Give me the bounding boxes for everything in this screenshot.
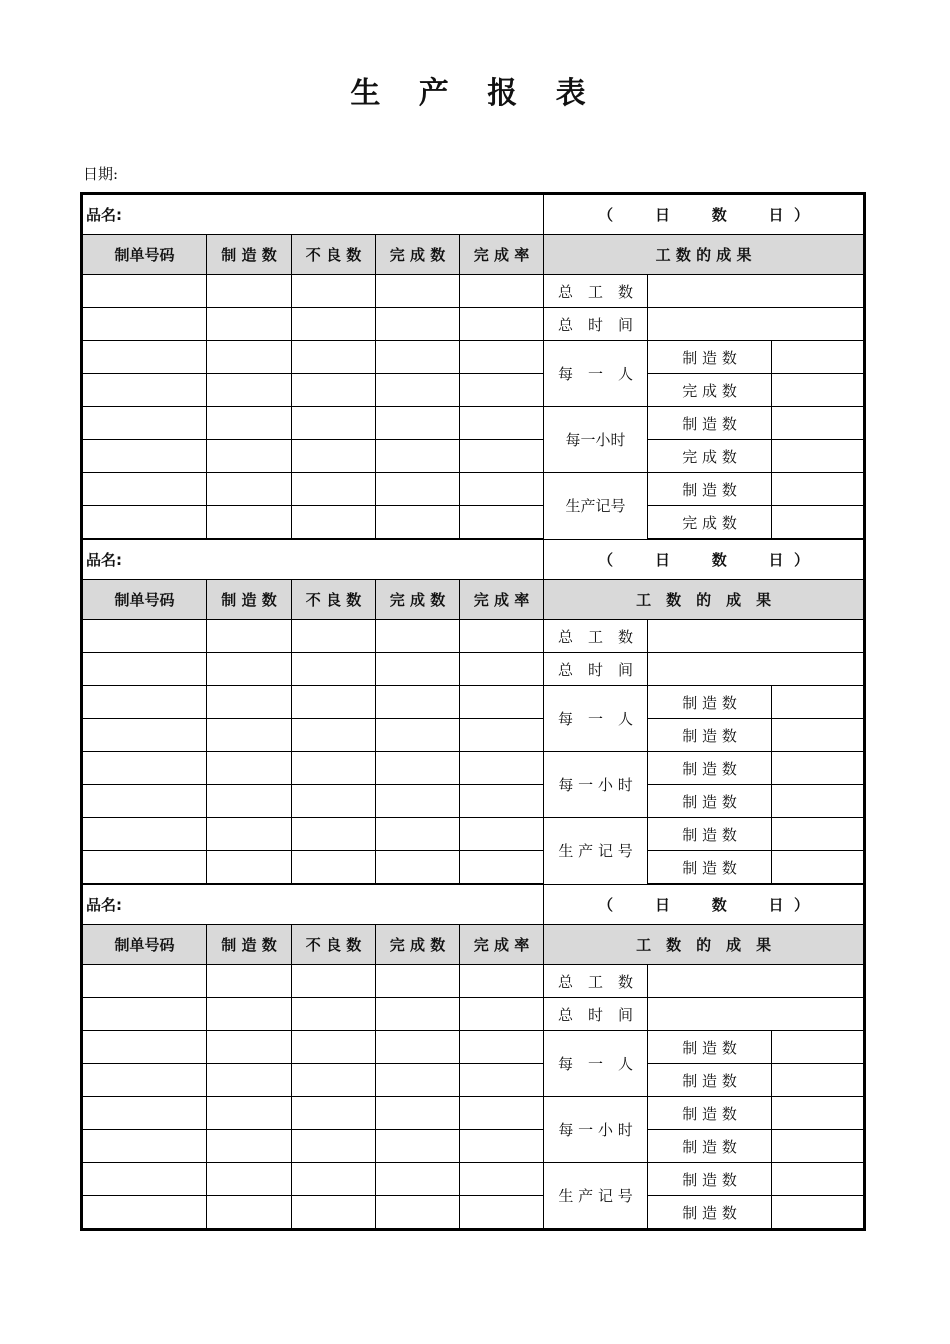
entry-cell[interactable] (376, 473, 460, 506)
production-record-value[interactable] (772, 506, 865, 540)
column-header: 不 良 数 (292, 925, 376, 965)
entry-cell[interactable] (376, 440, 460, 473)
entry-cell[interactable] (292, 620, 376, 653)
table-row (82, 653, 865, 686)
table-row (82, 1097, 865, 1130)
column-header: 不 良 数 (292, 235, 376, 275)
entry-cell[interactable] (292, 440, 376, 473)
entry-cell[interactable] (82, 440, 207, 473)
entry-cell[interactable] (460, 1196, 544, 1230)
product-name-row (82, 539, 865, 580)
production-report-table (80, 192, 866, 1231)
total-workers-label: 总 工 数 (544, 965, 648, 998)
entry-cell[interactable] (207, 653, 292, 686)
production-record-sub-label: 制 造 数 (648, 473, 772, 506)
column-header: 完 成 数 (376, 235, 460, 275)
entry-cell[interactable] (460, 1163, 544, 1196)
days-label: （ 日 数 日 ） (544, 194, 865, 235)
per-hour-value[interactable] (772, 752, 865, 785)
entry-cell[interactable] (460, 506, 544, 540)
production-record-value[interactable] (772, 1196, 865, 1230)
per-person-sub-label: 制 造 数 (648, 341, 772, 374)
entry-cell[interactable] (82, 998, 207, 1031)
table-row (82, 1031, 865, 1064)
entry-cell[interactable] (460, 1031, 544, 1064)
entry-cell[interactable] (82, 341, 207, 374)
column-header: 不 良 数 (292, 580, 376, 620)
product-name-label: 品名: (82, 194, 544, 235)
per-person-label: 每 一 人 (544, 686, 648, 752)
per-hour-sub-label: 制 造 数 (648, 785, 772, 818)
table-row (82, 998, 865, 1031)
entry-cell[interactable] (207, 506, 292, 540)
date-label: 日期: (83, 165, 119, 183)
per-person-value[interactable] (772, 341, 865, 374)
per-hour-label: 每 一 小 时 (544, 1097, 648, 1163)
entry-cell[interactable] (292, 851, 376, 885)
entry-cell[interactable] (82, 620, 207, 653)
days-label: （ 日 数 日 ） (544, 884, 865, 925)
per-hour-label: 每 一 小 时 (544, 752, 648, 818)
page-title: 生 产 报 表 (350, 76, 600, 111)
entry-cell[interactable] (376, 407, 460, 440)
entry-cell[interactable] (460, 620, 544, 653)
entry-cell[interactable] (460, 1097, 544, 1130)
entry-cell[interactable] (376, 998, 460, 1031)
entry-cell[interactable] (376, 686, 460, 719)
total-time-label: 总 时 间 (544, 998, 648, 1031)
entry-cell[interactable] (376, 308, 460, 341)
per-hour-value[interactable] (772, 440, 865, 473)
table-row (82, 719, 865, 752)
table-row (82, 374, 865, 407)
entry-cell[interactable] (376, 1196, 460, 1230)
production-record-label: 生 产 记 号 (544, 818, 648, 885)
per-person-label: 每 一 人 (544, 341, 648, 407)
total-time-label: 总 时 间 (544, 308, 648, 341)
entry-cell[interactable] (82, 1130, 207, 1163)
entry-cell[interactable] (376, 818, 460, 851)
entry-cell[interactable] (460, 407, 544, 440)
total-time-value[interactable] (648, 653, 865, 686)
total-workers-label: 总 工 数 (544, 275, 648, 308)
entry-cell[interactable] (292, 506, 376, 540)
entry-cell[interactable] (207, 473, 292, 506)
entry-cell[interactable] (460, 1130, 544, 1163)
entry-cell[interactable] (460, 818, 544, 851)
entry-cell[interactable] (207, 407, 292, 440)
results-header: 工 数 的 成 果 (544, 235, 865, 275)
per-hour-sub-label: 制 造 数 (648, 407, 772, 440)
production-record-label: 生 产 记 号 (544, 1163, 648, 1230)
per-hour-value[interactable] (772, 1097, 865, 1130)
entry-cell[interactable] (292, 719, 376, 752)
column-header: 制 造 数 (207, 235, 292, 275)
table-row (82, 440, 865, 473)
column-header: 完 成 数 (376, 580, 460, 620)
entry-cell[interactable] (376, 1031, 460, 1064)
entry-cell[interactable] (207, 1196, 292, 1230)
total-workers-value[interactable] (648, 275, 865, 308)
entry-cell[interactable] (82, 1031, 207, 1064)
product-name-label: 品名: (82, 539, 544, 580)
table-row (82, 965, 865, 998)
per-hour-value[interactable] (772, 407, 865, 440)
table-row (82, 1196, 865, 1230)
entry-cell[interactable] (207, 719, 292, 752)
entry-cell[interactable] (82, 506, 207, 540)
table-row (82, 851, 865, 885)
entry-cell[interactable] (292, 653, 376, 686)
entry-cell[interactable] (460, 998, 544, 1031)
entry-cell[interactable] (292, 965, 376, 998)
per-person-value[interactable] (772, 719, 865, 752)
per-hour-sub-label: 制 造 数 (648, 1097, 772, 1130)
production-record-value[interactable] (772, 818, 865, 851)
column-header: 完 成 率 (460, 925, 544, 965)
entry-cell[interactable] (207, 620, 292, 653)
table-row (82, 473, 865, 506)
per-person-sub-label: 制 造 数 (648, 1064, 772, 1097)
entry-cell[interactable] (292, 1097, 376, 1130)
entry-cell[interactable] (376, 1163, 460, 1196)
column-header-row (82, 235, 865, 275)
production-record-sub-label: 制 造 数 (648, 1163, 772, 1196)
entry-cell[interactable] (460, 341, 544, 374)
production-record-value[interactable] (772, 473, 865, 506)
per-person-sub-label: 制 造 数 (648, 1031, 772, 1064)
column-header: 完 成 率 (460, 235, 544, 275)
production-record-value[interactable] (772, 851, 865, 885)
entry-cell[interactable] (292, 1064, 376, 1097)
entry-cell[interactable] (376, 653, 460, 686)
total-workers-value[interactable] (648, 620, 865, 653)
entry-cell[interactable] (376, 851, 460, 885)
entry-cell[interactable] (82, 686, 207, 719)
days-label: （ 日 数 日 ） (544, 539, 865, 580)
per-hour-sub-label: 完 成 数 (648, 440, 772, 473)
per-person-value[interactable] (772, 374, 865, 407)
entry-cell[interactable] (82, 407, 207, 440)
entry-cell[interactable] (207, 275, 292, 308)
total-workers-label: 总 工 数 (544, 620, 648, 653)
entry-cell[interactable] (82, 473, 207, 506)
entry-cell[interactable] (207, 1163, 292, 1196)
entry-cell[interactable] (292, 785, 376, 818)
production-record-sub-label: 制 造 数 (648, 818, 772, 851)
total-time-value[interactable] (648, 308, 865, 341)
entry-cell[interactable] (376, 785, 460, 818)
entry-cell[interactable] (207, 440, 292, 473)
column-header: 制单号码 (82, 580, 207, 620)
entry-cell[interactable] (82, 785, 207, 818)
table-row (82, 785, 865, 818)
entry-cell[interactable] (292, 1031, 376, 1064)
entry-cell[interactable] (460, 785, 544, 818)
entry-cell[interactable] (207, 785, 292, 818)
entry-cell[interactable] (82, 719, 207, 752)
table-row (82, 1130, 865, 1163)
entry-cell[interactable] (376, 506, 460, 540)
entry-cell[interactable] (376, 1097, 460, 1130)
entry-cell[interactable] (460, 275, 544, 308)
entry-cell[interactable] (82, 851, 207, 885)
entry-cell[interactable] (292, 407, 376, 440)
entry-cell[interactable] (460, 653, 544, 686)
entry-cell[interactable] (207, 1097, 292, 1130)
entry-cell[interactable] (292, 1196, 376, 1230)
entry-cell[interactable] (207, 998, 292, 1031)
production-record-sub-label: 制 造 数 (648, 1196, 772, 1230)
table-row (82, 686, 865, 719)
entry-cell[interactable] (292, 308, 376, 341)
entry-cell[interactable] (376, 752, 460, 785)
entry-cell[interactable] (207, 308, 292, 341)
entry-cell[interactable] (460, 851, 544, 885)
per-person-sub-label: 制 造 数 (648, 686, 772, 719)
entry-cell[interactable] (460, 965, 544, 998)
per-person-sub-label: 制 造 数 (648, 719, 772, 752)
per-person-value[interactable] (772, 686, 865, 719)
entry-cell[interactable] (460, 719, 544, 752)
entry-cell[interactable] (460, 686, 544, 719)
entry-cell[interactable] (82, 965, 207, 998)
production-record-label: 生产记号 (544, 473, 648, 540)
per-person-sub-label: 完 成 数 (648, 374, 772, 407)
entry-cell[interactable] (376, 719, 460, 752)
table-row (82, 308, 865, 341)
entry-cell[interactable] (376, 965, 460, 998)
column-header: 制单号码 (82, 235, 207, 275)
entry-cell[interactable] (82, 1163, 207, 1196)
table-row (82, 506, 865, 540)
entry-cell[interactable] (82, 653, 207, 686)
entry-cell[interactable] (207, 686, 292, 719)
entry-cell[interactable] (82, 818, 207, 851)
table-row (82, 407, 865, 440)
total-time-label: 总 时 间 (544, 653, 648, 686)
column-header: 完 成 数 (376, 925, 460, 965)
entry-cell[interactable] (82, 1196, 207, 1230)
per-hour-sub-label: 制 造 数 (648, 752, 772, 785)
entry-cell[interactable] (460, 752, 544, 785)
entry-cell[interactable] (207, 851, 292, 885)
entry-cell[interactable] (207, 1064, 292, 1097)
column-header-row (82, 580, 865, 620)
table-row (82, 1064, 865, 1097)
entry-cell[interactable] (376, 1064, 460, 1097)
product-name-row (82, 194, 865, 235)
entry-cell[interactable] (82, 374, 207, 407)
entry-cell[interactable] (292, 341, 376, 374)
total-time-value[interactable] (648, 998, 865, 1031)
entry-cell[interactable] (460, 308, 544, 341)
product-name-row (82, 884, 865, 925)
product-name-label: 品名: (82, 884, 544, 925)
entry-cell[interactable] (292, 1130, 376, 1163)
entry-cell[interactable] (207, 965, 292, 998)
column-header: 制 造 数 (207, 925, 292, 965)
entry-cell[interactable] (292, 473, 376, 506)
entry-cell[interactable] (207, 1130, 292, 1163)
per-hour-value[interactable] (772, 785, 865, 818)
entry-cell[interactable] (82, 275, 207, 308)
results-header: 工 数 的 成 果 (544, 580, 865, 620)
entry-cell[interactable] (207, 818, 292, 851)
entry-cell[interactable] (460, 1064, 544, 1097)
entry-cell[interactable] (460, 440, 544, 473)
entry-cell[interactable] (460, 473, 544, 506)
table-row (82, 752, 865, 785)
entry-cell[interactable] (292, 374, 376, 407)
entry-cell[interactable] (82, 752, 207, 785)
table-row (82, 1163, 865, 1196)
entry-cell[interactable] (82, 1064, 207, 1097)
per-hour-label: 每一小时 (544, 407, 648, 473)
table-row (82, 818, 865, 851)
entry-cell[interactable] (292, 275, 376, 308)
entry-cell[interactable] (292, 752, 376, 785)
production-record-sub-label: 完 成 数 (648, 506, 772, 540)
production-record-sub-label: 制 造 数 (648, 851, 772, 885)
results-header: 工 数 的 成 果 (544, 925, 865, 965)
entry-cell[interactable] (292, 1163, 376, 1196)
entry-cell[interactable] (207, 752, 292, 785)
entry-cell[interactable] (376, 620, 460, 653)
table-row (82, 275, 865, 308)
table-row (82, 341, 865, 374)
entry-cell[interactable] (82, 308, 207, 341)
entry-cell[interactable] (376, 1130, 460, 1163)
entry-cell[interactable] (207, 1031, 292, 1064)
entry-cell[interactable] (292, 998, 376, 1031)
column-header: 制单号码 (82, 925, 207, 965)
per-person-value[interactable] (772, 1064, 865, 1097)
entry-cell[interactable] (460, 374, 544, 407)
per-person-label: 每 一 人 (544, 1031, 648, 1097)
column-header: 完 成 率 (460, 580, 544, 620)
total-workers-value[interactable] (648, 965, 865, 998)
entry-cell[interactable] (207, 374, 292, 407)
entry-cell[interactable] (376, 275, 460, 308)
entry-cell[interactable] (376, 374, 460, 407)
column-header-row (82, 925, 865, 965)
entry-cell[interactable] (207, 341, 292, 374)
entry-cell[interactable] (82, 1097, 207, 1130)
entry-cell[interactable] (376, 341, 460, 374)
per-hour-sub-label: 制 造 数 (648, 1130, 772, 1163)
table-row (82, 620, 865, 653)
per-person-value[interactable] (772, 1031, 865, 1064)
entry-cell[interactable] (292, 686, 376, 719)
production-record-value[interactable] (772, 1163, 865, 1196)
per-hour-value[interactable] (772, 1130, 865, 1163)
entry-cell[interactable] (292, 818, 376, 851)
column-header: 制 造 数 (207, 580, 292, 620)
